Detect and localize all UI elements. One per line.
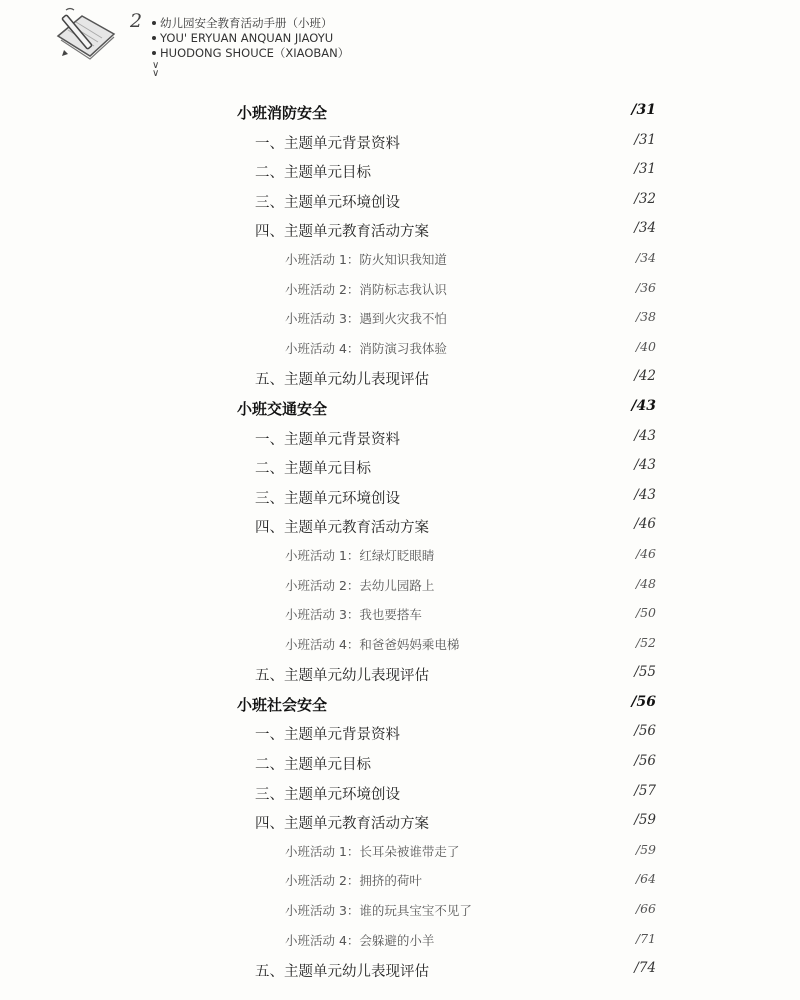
toc-page-number: /59: [634, 812, 656, 829]
toc-subentry: [0, 333, 800, 363]
toc-title: 小班活动 3：我也要搭车: [285, 607, 422, 623]
toc-entry: [0, 126, 800, 156]
book-title-cn: 幼儿园安全教育活动手册（小班）: [152, 16, 349, 31]
toc-subentry: [0, 629, 800, 659]
toc-title: 三、主题单元环境创设: [255, 490, 400, 507]
toc-page-number: /36: [635, 279, 656, 295]
toc-title: 五、主题单元幼儿表现评估: [255, 668, 429, 685]
toc-page-number: /31: [634, 161, 656, 178]
toc-page-number: /55: [634, 664, 656, 681]
toc-page-number: /34: [635, 249, 656, 265]
toc-section: [0, 392, 800, 422]
toc-title: 小班社会安全: [237, 695, 328, 714]
toc-entry: [0, 422, 800, 452]
chevron-down-icon: ∨ ∨: [152, 60, 160, 79]
book-title-pinyin-1: YOU' ERYUAN ANQUAN JIAOYU: [152, 31, 349, 46]
toc-page-number: /38: [635, 309, 656, 325]
toc-page-number: /52: [635, 634, 656, 650]
toc-page-number: /31: [634, 131, 656, 148]
toc-title: 一、主题单元背景资料: [255, 727, 400, 744]
toc-title: 二、主题单元目标: [255, 461, 371, 478]
toc-entry: [0, 717, 800, 747]
toc-page-number: /56: [634, 723, 656, 740]
book-title-pinyin-2: HUODONG SHOUCE（XIAOBAN）: [152, 46, 349, 61]
toc-entry: [0, 481, 800, 511]
toc-entry: [0, 214, 800, 244]
toc-title: 小班活动 1：红绿灯眨眼睛: [285, 547, 435, 563]
toc-entry: [0, 362, 800, 392]
toc-title: 五、主题单元幼儿表现评估: [255, 964, 429, 981]
toc-title: 小班活动 4：和爸爸妈妈乘电梯: [285, 636, 460, 652]
toc-page-number: /64: [635, 871, 656, 887]
toc-page-number: /46: [634, 516, 656, 533]
notepad-pencil-icon: [52, 6, 122, 64]
toc-page-number: /43: [634, 427, 656, 444]
toc-page-number: /48: [635, 575, 656, 591]
toc-page-number: /42: [634, 368, 656, 385]
toc-page-number: /43: [634, 457, 656, 474]
toc-title: 小班活动 2：拥挤的荷叶: [285, 873, 422, 889]
toc-page-number: /32: [634, 190, 656, 207]
toc-title: 小班活动 3：谁的玩具宝宝不见了: [285, 903, 472, 919]
toc-title: 一、主题单元背景资料: [255, 135, 400, 152]
toc-title: 小班交通安全: [237, 399, 328, 418]
toc-page-number: /50: [635, 605, 656, 621]
toc-page-number: /31: [631, 102, 656, 118]
toc-entry: [0, 451, 800, 481]
toc-page-number: /43: [631, 397, 656, 414]
toc-title: 小班活动 2：去幼儿园路上: [285, 577, 435, 593]
toc-subentry: [0, 244, 800, 274]
toc-title: 二、主题单元目标: [255, 757, 371, 774]
toc-subentry: [0, 895, 800, 925]
toc-subentry: [0, 570, 800, 600]
toc-page-number: /56: [631, 693, 656, 710]
toc-title: 小班活动 4：消防演习我体验: [285, 340, 447, 356]
toc-subentry: [0, 274, 800, 304]
toc-page-number: /59: [635, 841, 656, 857]
toc-page-number: /66: [635, 901, 656, 917]
toc-subentry: [0, 836, 800, 866]
toc-entry: [0, 658, 800, 688]
toc-title: 四、主题单元教育活动方案: [255, 816, 429, 833]
page-number: 2: [130, 10, 143, 32]
toc-subentry: [0, 925, 800, 955]
toc-title: 四、主题单元教育活动方案: [255, 520, 429, 537]
toc-page-number: /46: [635, 545, 656, 561]
toc-title: 三、主题单元环境创设: [255, 194, 400, 211]
toc-entry: [0, 185, 800, 215]
toc-entry: [0, 954, 800, 984]
toc-title: 小班活动 3：遇到火灾我不怕: [285, 311, 447, 327]
toc-subentry: [0, 540, 800, 570]
toc-title: 五、主题单元幼儿表现评估: [255, 372, 429, 389]
toc-title: 一、主题单元背景资料: [255, 431, 400, 448]
toc-title: 小班活动 1：防火知识我知道: [285, 251, 447, 267]
toc-subentry: [0, 303, 800, 333]
toc-page-number: /43: [634, 486, 656, 503]
toc-title: 四、主题单元教育活动方案: [255, 224, 429, 241]
toc-subentry: [0, 599, 800, 629]
page-header: [0, 0, 800, 90]
toc-title: 三、主题单元环境创设: [255, 786, 400, 803]
toc-title: 小班消防安全: [237, 104, 328, 122]
toc-page-number: /56: [634, 753, 656, 770]
table-of-contents: [0, 96, 800, 984]
toc-title: 小班活动 4：会躲避的小羊: [285, 932, 435, 948]
toc-section: [0, 96, 800, 126]
toc-title: 小班活动 2：消防标志我认识: [285, 281, 447, 297]
toc-page-number: /40: [635, 338, 656, 354]
toc-title: 二、主题单元目标: [255, 165, 371, 182]
toc-page-number: /57: [634, 782, 656, 799]
toc-entry: [0, 510, 800, 540]
toc-entry: [0, 155, 800, 185]
toc-section: [0, 688, 800, 718]
toc-entry: [0, 806, 800, 836]
toc-page-number: /74: [634, 960, 656, 977]
toc-entry: [0, 747, 800, 777]
running-header: [152, 16, 349, 61]
toc-page-number: /34: [634, 220, 656, 237]
toc-page-number: /71: [635, 930, 656, 946]
toc-entry: [0, 777, 800, 807]
toc-subentry: [0, 865, 800, 895]
toc-title: 小班活动 1：长耳朵被谁带走了: [285, 843, 460, 859]
